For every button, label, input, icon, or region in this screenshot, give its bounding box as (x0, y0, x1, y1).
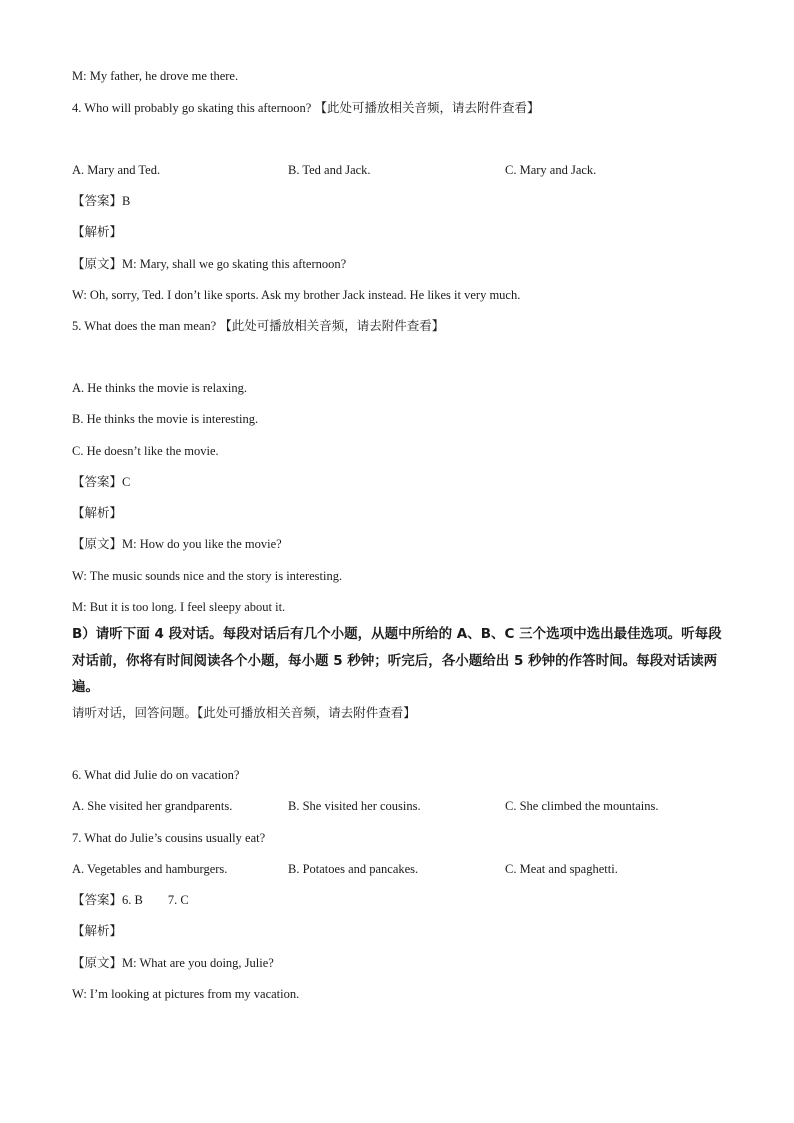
q4-option-a: A. Mary and Ted. (72, 163, 161, 177)
dialogue-line: M: My father, he drove me there. (72, 69, 239, 83)
question-4: 4. Who will probably go skating this afternoon? 【此处可播放相关音频，请去附件查看】 (72, 101, 540, 115)
q4-analysis-tag: 【解析】 (72, 224, 123, 239)
q5-option-a: A. He thinks the movie is relaxing. (72, 381, 247, 395)
q4-original (72, 256, 346, 272)
answer-value: 6. B 7. C (122, 893, 189, 907)
dialogue-line: W: I’m looking at pictures from my vacation. (72, 987, 300, 1001)
section-b-instructions: B）请听下面 4 段对话。每段对话后有几个小题，从题中所给的 A、B、C 三个选项中选出最佳选项。听每段对话前，你将有时间阅读各个小题，每小题 5 秒钟；听完后，各小题给出 5 秒钟的作答时间。每段对话读两遍。 (72, 626, 722, 695)
question-6: 6. What did Julie do on vacation? (72, 768, 240, 782)
original-tag: 【原文】 (72, 955, 123, 970)
q4-option-b: B. Ted and Jack. (288, 163, 371, 177)
answer-value: C (122, 475, 131, 489)
q5-original (72, 536, 282, 552)
listening-instruction: 请听对话，回答问题。【此处可播放相关音频，请去附件查看】 (72, 706, 416, 720)
q6-option-a: A. She visited her grandparents. (72, 799, 233, 813)
answer-tag: 【答案】 (72, 474, 123, 489)
original-text: M: How do you like the movie? (122, 537, 282, 551)
dialogue-line: W: The music sounds nice and the story is interesting. (72, 569, 343, 583)
q5-analysis-tag: 【解析】 (72, 505, 123, 520)
q7-option-c: C. Meat and spaghetti. (505, 862, 618, 876)
dialogue-line: W: Oh, sorry, Ted. I don’t like sports. Ask my brother Jack instead. He likes it very much. (72, 288, 521, 302)
q6-option-b: B. She visited her cousins. (288, 799, 421, 813)
answer-tag: 【答案】 (72, 193, 123, 208)
dialogue-line: M: But it is too long. I feel sleepy about it. (72, 600, 286, 614)
q5-option-b: B. He thinks the movie is interesting. (72, 412, 259, 426)
q5-answer (72, 474, 130, 490)
q4-option-c: C. Mary and Jack. (505, 163, 597, 177)
q5-option-c: C. He doesn’t like the movie. (72, 444, 219, 458)
q67-original (72, 955, 274, 971)
q67-analysis-tag: 【解析】 (72, 923, 123, 938)
question-7: 7. What do Julie’s cousins usually eat? (72, 831, 266, 845)
q7-option-b: B. Potatoes and pancakes. (288, 862, 419, 876)
answer-value: B (122, 194, 131, 208)
original-text: M: What are you doing, Julie? (122, 956, 274, 970)
q67-answer (72, 892, 189, 908)
q7-option-a: A. Vegetables and hamburgers. (72, 862, 228, 876)
q4-answer (72, 193, 130, 209)
q6-option-c: C. She climbed the mountains. (505, 799, 659, 813)
original-tag: 【原文】 (72, 256, 123, 271)
original-tag: 【原文】 (72, 536, 123, 551)
original-text: M: Mary, shall we go skating this afternoon? (122, 257, 347, 271)
answer-tag: 【答案】 (72, 892, 123, 907)
question-5: 5. What does the man mean? 【此处可播放相关音频，请去附件查看】 (72, 319, 445, 333)
